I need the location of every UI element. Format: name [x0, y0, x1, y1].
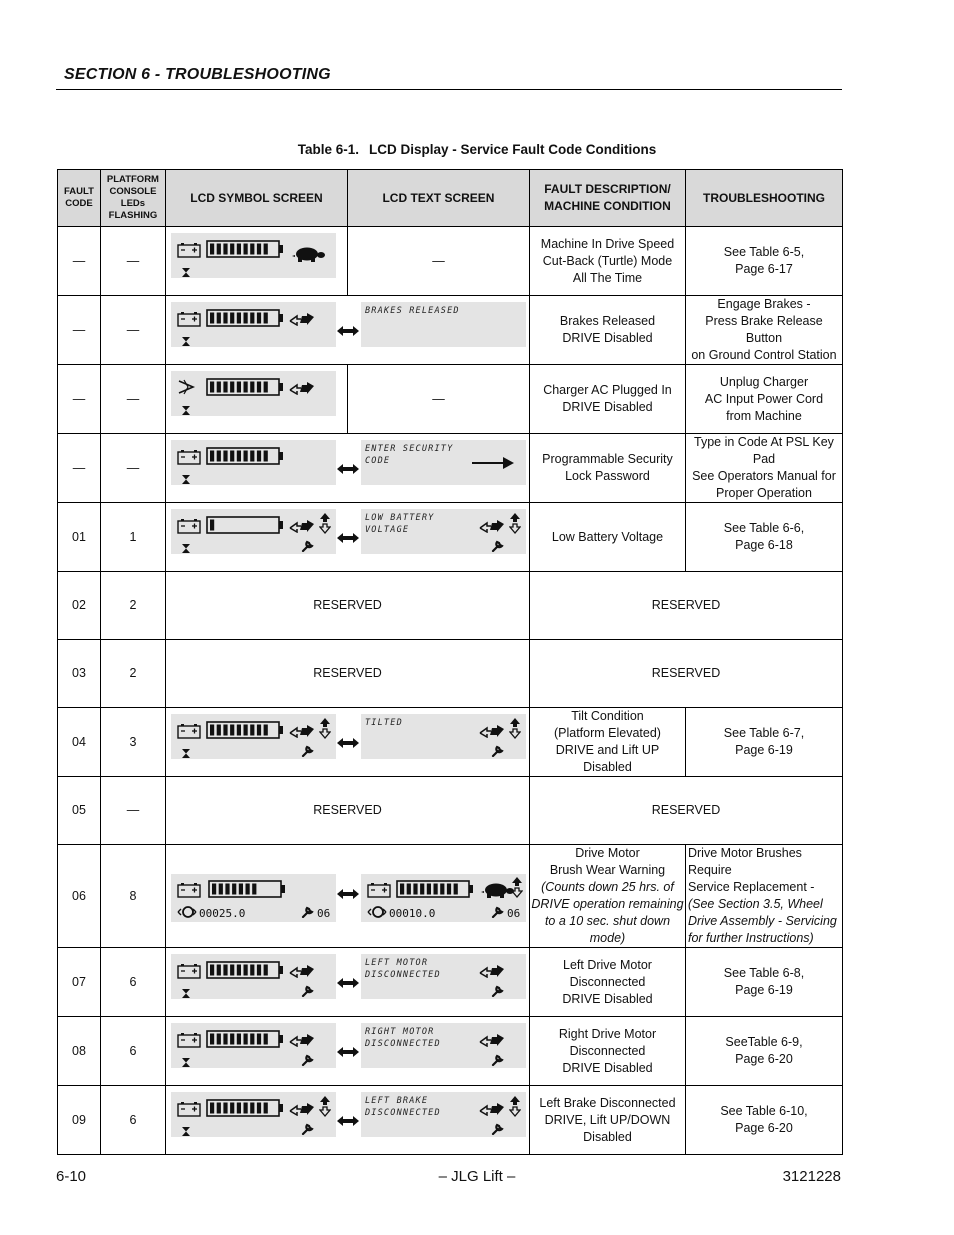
hour-meter-icon	[367, 905, 387, 919]
battery-level-icon	[206, 378, 284, 396]
lcd-message: TILTED	[364, 718, 403, 728]
hour-meter-panel-b	[361, 874, 526, 922]
fault-code: —	[58, 434, 101, 503]
led-flash-count: —	[100, 296, 165, 365]
led-flash-count: —	[100, 777, 165, 845]
lift-updown-icon	[319, 512, 331, 534]
troubleshooting: See Table 6-7, Page 6-19	[685, 708, 842, 777]
table-row	[58, 296, 843, 365]
lcd-symbol-panel	[171, 302, 336, 347]
led-flash-count: 2	[100, 572, 165, 640]
double-arrow-icon	[336, 737, 360, 749]
lcd-text-panel	[361, 954, 526, 999]
fault-code: 05	[58, 777, 101, 845]
lcd-screens	[165, 1086, 529, 1155]
troubleshooting: See Table 6-8, Page 6-19	[685, 948, 842, 1017]
double-arrow-icon	[336, 1115, 360, 1127]
lcd-screens	[165, 434, 529, 503]
lcd-text-panel	[361, 302, 526, 347]
turtle-icon	[292, 245, 326, 263]
section-header: SECTION 6 - TROUBLESHOOTING	[64, 66, 331, 83]
led-flash-count: —	[100, 365, 165, 434]
lcd-symbol-panel	[171, 371, 336, 416]
hour-meter-value: 00025.0	[198, 907, 246, 920]
footer-page-number: 6-10	[56, 1168, 87, 1185]
troubleshooting: See Table 6-5, Page 6-17	[685, 227, 842, 296]
fault-code: 04	[58, 708, 101, 777]
fault-code: —	[58, 365, 101, 434]
battery-icon	[177, 311, 201, 327]
footer-publisher: – JLG Lift –	[438, 1168, 516, 1185]
table-row	[58, 503, 843, 572]
lcd-message: RIGHT MOTOR DISCONNECTED	[364, 1027, 441, 1049]
table-row	[58, 708, 843, 777]
fault-description: Charger AC Plugged In DRIVE Disabled	[529, 365, 685, 434]
lcd-text-panel	[361, 509, 526, 554]
lcd-screens	[165, 708, 529, 777]
led-flash-count: 2	[100, 640, 165, 708]
fault-code: 09	[58, 1086, 101, 1155]
fault-number: 06	[506, 907, 521, 920]
battery-icon	[367, 882, 391, 898]
battery-icon	[177, 723, 201, 739]
troubleshooting: Type in Code At PSL Key Pad See Operators Manual for Proper Operation	[685, 434, 842, 503]
led-flash-count: 6	[100, 1086, 165, 1155]
lcd-symbol-panel	[171, 954, 336, 999]
drive-arrows-icon	[289, 519, 315, 533]
wrench-icon	[491, 745, 504, 757]
wrench-icon	[301, 1123, 314, 1135]
hourglass-icon	[181, 474, 191, 485]
fault-description: Tilt Condition (Platform Elevated) DRIVE and Lift UP Disabled	[529, 708, 685, 777]
drive-arrows-icon	[289, 1102, 315, 1116]
reserved-description: RESERVED	[529, 640, 842, 708]
led-flash-count: 8	[100, 845, 165, 948]
hourglass-icon	[181, 988, 191, 999]
table-row	[58, 640, 843, 708]
lift-updown-icon	[319, 717, 331, 739]
hourglass-icon	[181, 748, 191, 759]
table-number: Table 6-1.	[297, 142, 359, 157]
lift-updown-icon	[509, 717, 521, 739]
right-arrow-icon	[471, 456, 515, 470]
lcd-text-screen: —	[347, 227, 529, 296]
troubleshooting: Unplug Charger AC Input Power Cord from Machine	[685, 365, 842, 434]
table-row	[58, 1086, 843, 1155]
fault-code: —	[58, 227, 101, 296]
reserved-description: RESERVED	[529, 572, 842, 640]
table-title-text: LCD Display - Service Fault Code Conditions	[368, 142, 657, 157]
lcd-screens	[165, 503, 529, 572]
lcd-text-screen: —	[347, 365, 529, 434]
table-row	[58, 948, 843, 1017]
hourglass-icon	[181, 1126, 191, 1137]
led-flash-count: 6	[100, 1017, 165, 1086]
lift-updown-icon	[511, 876, 523, 898]
battery-level-icon	[206, 1030, 284, 1048]
drive-arrows-icon	[479, 519, 505, 533]
fault-description: Drive Motor Brush Wear Warning (Counts down 25 hrs. of DRIVE operation remaining to a 10 sec. shut down mode)	[529, 845, 685, 948]
wrench-icon	[491, 1054, 504, 1066]
hourglass-icon	[181, 405, 191, 416]
col-fault-description: FAULT DESCRIPTION/ MACHINE CONDITION	[529, 170, 685, 227]
col-troubleshooting: TROUBLESHOOTING	[685, 170, 842, 227]
fault-code: 02	[58, 572, 101, 640]
battery-level-icon	[206, 516, 284, 534]
fault-code: 08	[58, 1017, 101, 1086]
lcd-screens	[165, 1017, 529, 1086]
battery-icon	[177, 882, 201, 898]
fault-number: 06	[316, 907, 331, 920]
fault-code: 07	[58, 948, 101, 1017]
battery-icon	[177, 242, 201, 258]
table-row	[58, 1017, 843, 1086]
fault-code: 03	[58, 640, 101, 708]
battery-icon	[177, 449, 201, 465]
lcd-symbol-panel	[171, 714, 336, 759]
wrench-icon	[491, 906, 504, 918]
table-row	[58, 777, 843, 845]
hour-meter-value: 00010.0	[388, 907, 436, 920]
led-flash-count: —	[100, 227, 165, 296]
drive-arrows-icon	[289, 724, 315, 738]
drive-arrows-icon	[479, 724, 505, 738]
drive-arrows-icon	[289, 1033, 315, 1047]
double-arrow-icon	[336, 1046, 360, 1058]
led-flash-count: 6	[100, 948, 165, 1017]
hour-meter-icon	[177, 905, 197, 919]
lcd-text-panel	[361, 440, 526, 485]
led-flash-count: —	[100, 434, 165, 503]
fault-description: Machine In Drive Speed Cut-Back (Turtle) Mode All The Time	[529, 227, 685, 296]
troubleshooting: SeeTable 6-9, Page 6-20	[685, 1017, 842, 1086]
hourglass-icon	[181, 1057, 191, 1068]
table-row	[58, 227, 843, 296]
wrench-icon	[301, 745, 314, 757]
fault-code-table	[57, 169, 843, 1155]
double-arrow-icon	[336, 532, 360, 544]
lcd-symbol-panel	[171, 1023, 336, 1068]
fault-description: Brakes Released DRIVE Disabled	[529, 296, 685, 365]
fault-description: Left Brake Disconnected DRIVE, Lift UP/DOWN Disabled	[529, 1086, 685, 1155]
fault-code: —	[58, 296, 101, 365]
drive-arrows-icon	[479, 1033, 505, 1047]
lcd-screens	[165, 845, 529, 948]
led-flash-count: 1	[100, 503, 165, 572]
troubleshooting: Drive Motor Brushes Require Service Replacement - (See Section 3.5, Wheel Drive Assembly - Servicing for further Instructions)	[685, 845, 842, 948]
wrench-icon	[491, 985, 504, 997]
table-row	[58, 572, 843, 640]
troubleshooting: See Table 6-6, Page 6-18	[685, 503, 842, 572]
plug-icon	[175, 378, 197, 396]
fault-description: Left Drive Motor Disconnected DRIVE Disabled	[529, 948, 685, 1017]
lcd-symbol-panel	[171, 440, 336, 485]
lcd-text-panel	[361, 1092, 526, 1137]
hourglass-icon	[181, 336, 191, 347]
battery-level-icon	[206, 1099, 284, 1117]
table-title	[0, 142, 954, 157]
wrench-icon	[301, 985, 314, 997]
drive-arrows-icon	[479, 964, 505, 978]
lcd-message: ENTER SECURITY CODE	[364, 444, 454, 466]
drive-arrows-icon	[289, 964, 315, 978]
lcd-text-panel	[361, 714, 526, 759]
lcd-message: LEFT BRAKE DISCONNECTED	[364, 1096, 441, 1118]
battery-level-icon	[206, 961, 284, 979]
fault-description: Programmable Security Lock Password	[529, 434, 685, 503]
lcd-message: LOW BATTERY VOLTAGE	[364, 513, 435, 535]
hourglass-icon	[181, 543, 191, 554]
lift-updown-icon	[509, 1095, 521, 1117]
col-lcd-text-screen: LCD TEXT SCREEN	[347, 170, 529, 227]
fault-description: Right Drive Motor Disconnected DRIVE Disabled	[529, 1017, 685, 1086]
lift-updown-icon	[509, 512, 521, 534]
table-row	[58, 434, 843, 503]
double-arrow-icon	[336, 325, 360, 337]
battery-icon	[177, 963, 201, 979]
battery-level-icon	[206, 447, 284, 465]
troubleshooting: See Table 6-10, Page 6-20	[685, 1086, 842, 1155]
battery-level-icon	[206, 721, 284, 739]
hourglass-icon	[181, 267, 191, 278]
section-header-rule	[56, 89, 842, 90]
lcd-symbol-panel	[171, 1092, 336, 1137]
battery-level-icon	[396, 880, 474, 898]
fault-code: 06	[58, 845, 101, 948]
wrench-icon	[301, 540, 314, 552]
double-arrow-icon	[336, 977, 360, 989]
battery-icon	[177, 1032, 201, 1048]
lcd-symbol-panel	[171, 509, 336, 554]
drive-arrows-icon	[479, 1102, 505, 1116]
troubleshooting: Engage Brakes - Press Brake Release Button on Ground Control Station	[685, 296, 842, 365]
drive-arrows-icon	[289, 312, 315, 326]
double-arrow-icon	[336, 888, 360, 900]
table-row	[58, 845, 843, 948]
fault-code: 01	[58, 503, 101, 572]
footer-doc-number: 3121228	[782, 1168, 841, 1185]
fault-description: Low Battery Voltage	[529, 503, 685, 572]
lcd-message: BRAKES RELEASED	[364, 306, 460, 316]
lcd-symbol-panel	[171, 233, 336, 278]
turtle-icon	[481, 881, 515, 899]
reserved-screen: RESERVED	[165, 640, 529, 708]
reserved-description: RESERVED	[529, 777, 842, 845]
col-platform-leds: PLATFORM CONSOLE LEDs FLASHING	[100, 170, 165, 227]
col-fault-code: FAULT CODE	[58, 170, 101, 227]
battery-icon	[177, 518, 201, 534]
reserved-screen: RESERVED	[165, 572, 529, 640]
table-row	[58, 365, 843, 434]
reserved-screen: RESERVED	[165, 777, 529, 845]
wrench-icon	[301, 1054, 314, 1066]
lcd-screens	[165, 296, 529, 365]
hour-meter-panel-a	[171, 874, 336, 922]
drive-arrows-icon	[289, 381, 315, 395]
wrench-icon	[491, 1123, 504, 1135]
battery-level-icon	[206, 240, 284, 258]
col-lcd-symbol-screen: LCD SYMBOL SCREEN	[165, 170, 347, 227]
battery-icon	[177, 1101, 201, 1117]
double-arrow-icon	[336, 463, 360, 475]
led-flash-count: 3	[100, 708, 165, 777]
battery-level-icon	[206, 309, 284, 327]
lcd-text-panel	[361, 1023, 526, 1068]
lcd-message: LEFT MOTOR DISCONNECTED	[364, 958, 441, 980]
lcd-screens	[165, 948, 529, 1017]
wrench-icon	[301, 906, 314, 918]
battery-level-icon	[208, 880, 286, 898]
wrench-icon	[491, 540, 504, 552]
lift-updown-icon	[319, 1095, 331, 1117]
